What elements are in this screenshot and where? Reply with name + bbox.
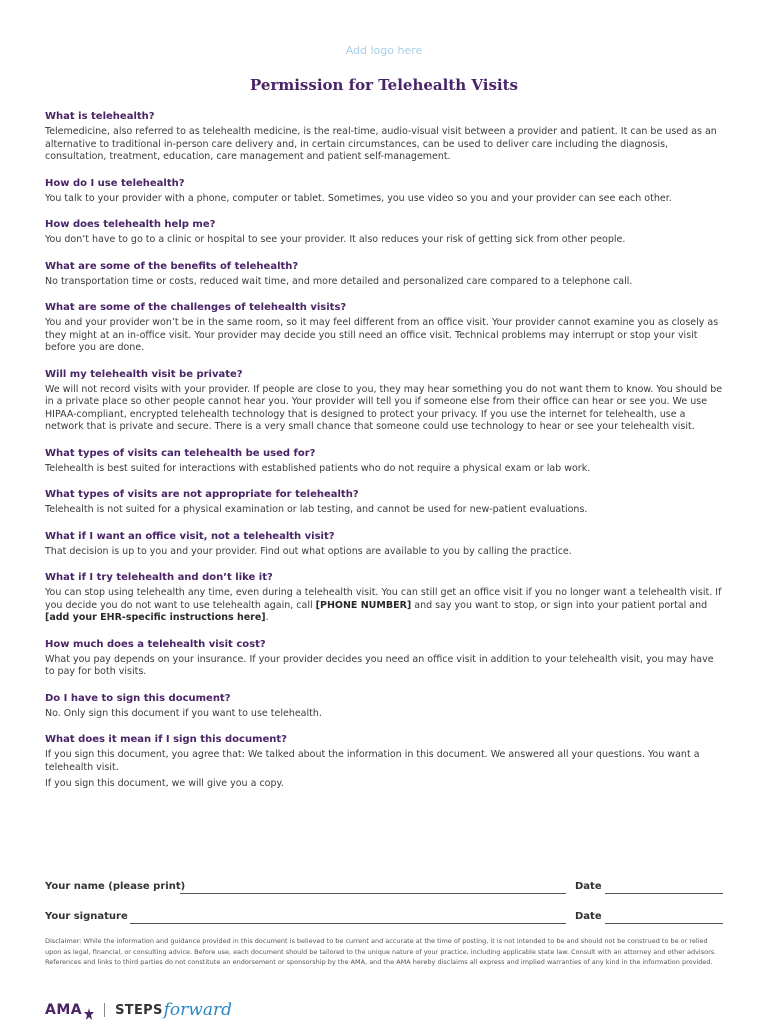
name-row xyxy=(45,881,725,899)
faq-answer: No transportation time or costs, reduced wait time, and more detailed and personalized care compared to a telephone call. xyxy=(45,275,633,287)
ehr-instructions-placeholder: [add your EHR-specific instructions here] xyxy=(45,612,266,623)
faq-section xyxy=(45,368,725,434)
faq-question: What if I try telehealth and don’t like it? xyxy=(45,572,273,583)
phone-number-placeholder: [PHONE NUMBER] xyxy=(315,599,412,611)
faq-answer xyxy=(45,587,725,625)
faq-question: Will my telehealth visit be private? xyxy=(45,368,243,380)
faq-answer: Telehealth is best suited for interactions with established patients who do not require a physical exam or lab work. xyxy=(45,462,591,474)
faq-answer: Telemedicine, also referred to as telehealth medicine, is the real-time, audio-visual visit between a provider and patient. It can be used as an alternative to traditional in-person care delivery and, in certain circumstances, can be used to deliver care including the diagnosis, consultation, treatment, education, care management and patient self-management. xyxy=(45,126,717,162)
faq-answer: What you pay depends on your insurance. If your provider decides you need an office visit in addition to your telehealth visit, you may have to pay for both visits. xyxy=(45,653,714,677)
faq-section xyxy=(45,733,725,791)
answer-text: . xyxy=(265,612,269,623)
ama-emblem-icon xyxy=(84,1005,94,1017)
faq-question: What types of visits can telehealth be used for? xyxy=(45,447,316,459)
answer-text: and say you want to stop, or sign into your patient portal and xyxy=(411,599,708,611)
faq-question: What is telehealth? xyxy=(45,111,155,122)
date-label: Date xyxy=(575,881,602,892)
name-field[interactable] xyxy=(180,881,566,894)
answer-text: You can stop using telehealth any time, even during a telehealth visit. You can still get an office visit if you no longer want a telehealth visit. If you decide you do not want to use telehealth again, call xyxy=(45,587,722,611)
signature-row xyxy=(45,911,725,929)
copy-note: If you sign this document, we will give you a copy. xyxy=(45,778,284,789)
faq-question: What if I want an office visit, not a telehealth visit? xyxy=(45,530,335,542)
signature-label: Your signature xyxy=(45,911,128,922)
logo-placeholder: Add logo here xyxy=(345,44,423,57)
faq-answer: Telehealth is not suited for a physical examination or lab testing, and cannot be used for new-patient evaluations. xyxy=(45,504,588,515)
faq-answer: That decision is up to you and your provider. Find out what options are available to you by calling the practice. xyxy=(45,545,572,557)
footer-logos xyxy=(45,996,232,1024)
faq-answer: You talk to your provider with a phone, computer or tablet. Sometimes, you use video so you and your provider can see each other. xyxy=(45,192,672,204)
date-label: Date xyxy=(575,911,602,922)
faq-question: Do I have to sign this document? xyxy=(45,692,231,704)
faq-answer: If you sign this document, you agree that: We talked about the information in this document. We answered all your questions. You want a telehealth visit. xyxy=(45,749,700,773)
faq-section xyxy=(45,692,725,721)
faq-section xyxy=(45,301,725,355)
date-field[interactable] xyxy=(605,911,723,924)
faq-section xyxy=(45,260,725,289)
faq-question: What are some of the benefits of telehealth? xyxy=(45,260,299,272)
faq-section xyxy=(45,218,725,247)
faq-question: How does telehealth help me? xyxy=(45,219,216,230)
divider xyxy=(104,1003,105,1017)
faq-answer: You and your provider won’t be in the same room, so it may feel different from an office visit. Your provider cannot examine you as closely as they might at an in-office visit. Your provider may decide you still need an office visit. Technical problems may interrupt or stop your visit before you are done. xyxy=(45,317,719,353)
name-label: Your name (please print) xyxy=(45,881,186,892)
faq-question: How much does a telehealth visit cost? xyxy=(45,638,266,650)
faq-answer: You don’t have to go to a clinic or hospital to see your provider. It also reduces your risk of getting sick from other people. xyxy=(45,234,626,245)
faq-question: What are some of the challenges of telehealth visits? xyxy=(45,302,347,313)
ama-logo: AMA xyxy=(45,1002,83,1018)
faq-section xyxy=(45,110,725,164)
forward-logo-text: forward xyxy=(163,1000,232,1020)
faq-section xyxy=(45,177,725,206)
faq-section xyxy=(45,571,725,625)
faq-question: How do I use telehealth? xyxy=(45,177,185,189)
date-field[interactable] xyxy=(605,881,723,894)
faq-answer: No. Only sign this document if you want to use telehealth. xyxy=(45,707,322,719)
faq-answer: We will not record visits with your provider. If people are close to you, they may hear something you do not want them to know. You should be in a private place so other people cannot hear you. Your provider will tell you if someone else from their office can hear or see you. We use HIPAA-compliant, encrypted telehealth technology that is designed to protect your privacy. If you use the internet for telehealth, use a network that is private and secure. There is a very small chance that someone could use technology to hear or see your telehealth visit. xyxy=(45,383,723,432)
faq-section xyxy=(45,447,725,476)
faq-section xyxy=(45,488,725,517)
faq-question: What does it mean if I sign this document? xyxy=(45,734,287,745)
page-title: Permission for Telehealth Visits xyxy=(250,76,518,94)
faq-question: What types of visits are not appropriate for telehealth? xyxy=(45,489,359,500)
faq-section xyxy=(45,638,725,679)
signature-field[interactable] xyxy=(130,911,566,924)
faq-section xyxy=(45,530,725,559)
disclaimer: Disclaimer: While the information and guidance provided in this document is believed to be current and accurate at the time of posting, it is not intended to be and should not be construed to be or relied upon as legal, financial, or consulting advice. Before use, each document should be tailored to the unique nature of your practice, including applicable state law. Consult with an attorney and other advisors. References and links to third parties do not constitute an endorsement or sponsorship by the AMA, and the AMA hereby disclaims all express and implied warranties of any kind in the information provided. xyxy=(45,937,717,966)
steps-logo-text: STEPS xyxy=(115,1002,163,1018)
faq-content xyxy=(45,110,725,804)
